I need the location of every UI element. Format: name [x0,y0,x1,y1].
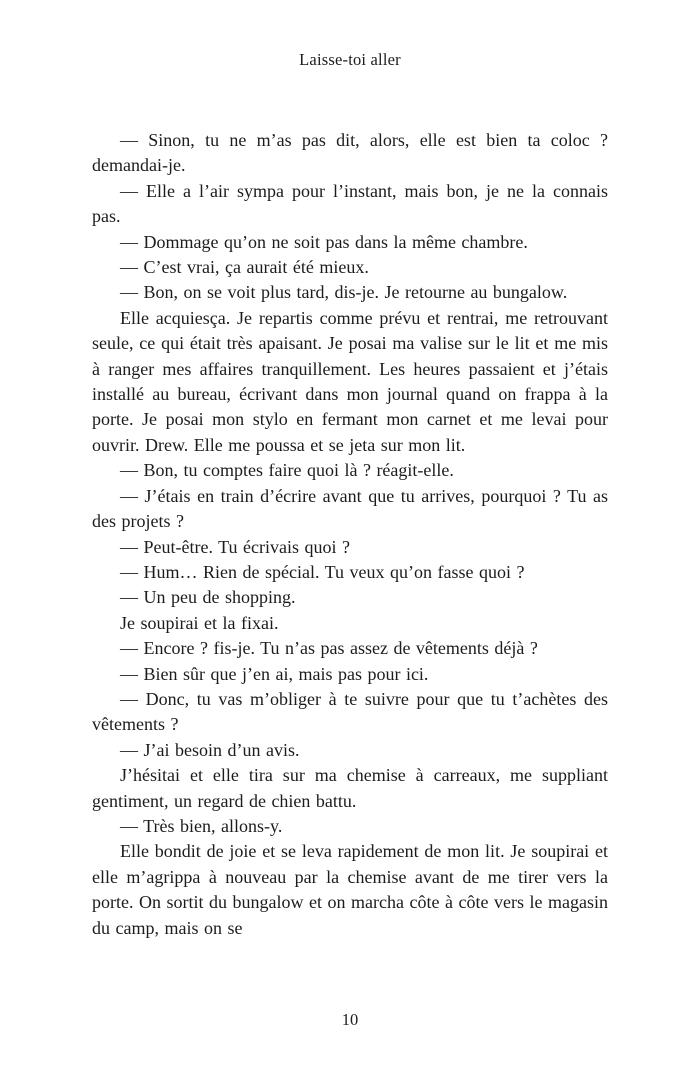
paragraph: J’hésitai et elle tira sur ma chemise à carreaux, me suppliant gentiment, un regard de chien battu. [92,765,608,811]
paragraph: — J’ai besoin d’un avis. [120,739,300,760]
paragraph: — Donc, tu vas m’obliger à te suivre pour que tu t’achètes des vêtements ? [92,688,608,735]
paragraph: — Très bien, allons-y. [120,815,283,836]
paragraph: — Elle a l’air sympa pour l’instant, mais bon, je ne la connais pas. [92,180,608,227]
paragraph: Elle bondit de joie et se leva rapidement de mon lit. Je soupirai et elle m’agrippa à nouveau par la chemise avant de me tirer vers la porte. On sortit du bungalow et on marcha côte à côte vers le magasin du camp, mais on se [92,841,608,938]
paragraph: — Hum… Rien de spécial. Tu veux qu’on fasse quoi ? [120,561,525,582]
running-header: Laisse-toi aller [299,50,401,69]
paragraph: — C’est vrai, ça aurait été mieux. [120,257,369,278]
paragraph: — Bon, on se voit plus tard, dis-je. Je retourne au bungalow. [120,282,568,303]
paragraph: — Un peu de shopping. [120,587,296,608]
paragraph: — Dommage qu’on ne soit pas dans la même chambre. [120,231,528,252]
paragraph: — Bien sûr que j’en ai, mais pas pour ici. [120,663,429,684]
page-number: 10 [341,1010,359,1029]
paragraph: Elle acquiesça. Je repartis comme prévu et rentrai, me retrouvant seule, ce qui était très apaisant. Je posai ma valise sur le lit et me mis à ranger mes affaires tranquillement. Les heures passaient et j’étais installé au bureau, écrivant dans mon journal quand on frappa à la porte. Je posai mon stylo en fermant mon carnet et me levai pour ouvrir. Drew. Elle me poussa et se jeta sur mon lit. [92,307,608,455]
paragraph: — Peut-être. Tu écrivais quoi ? [120,536,350,557]
paragraph: Je soupirai et la fixai. [120,612,279,633]
paragraph: — Sinon, tu ne m’as pas dit, alors, elle est bien ta coloc ? demandai-je. [92,130,608,176]
paragraph: — Encore ? fis-je. Tu n’as pas assez de vêtements déjà ? [120,638,538,659]
page-body [92,128,608,941]
paragraph: — Bon, tu comptes faire quoi là ? réagit-elle. [120,460,454,481]
paragraph: — J’étais en train d’écrire avant que tu arrives, pourquoi ? Tu as des projets ? [92,485,608,532]
